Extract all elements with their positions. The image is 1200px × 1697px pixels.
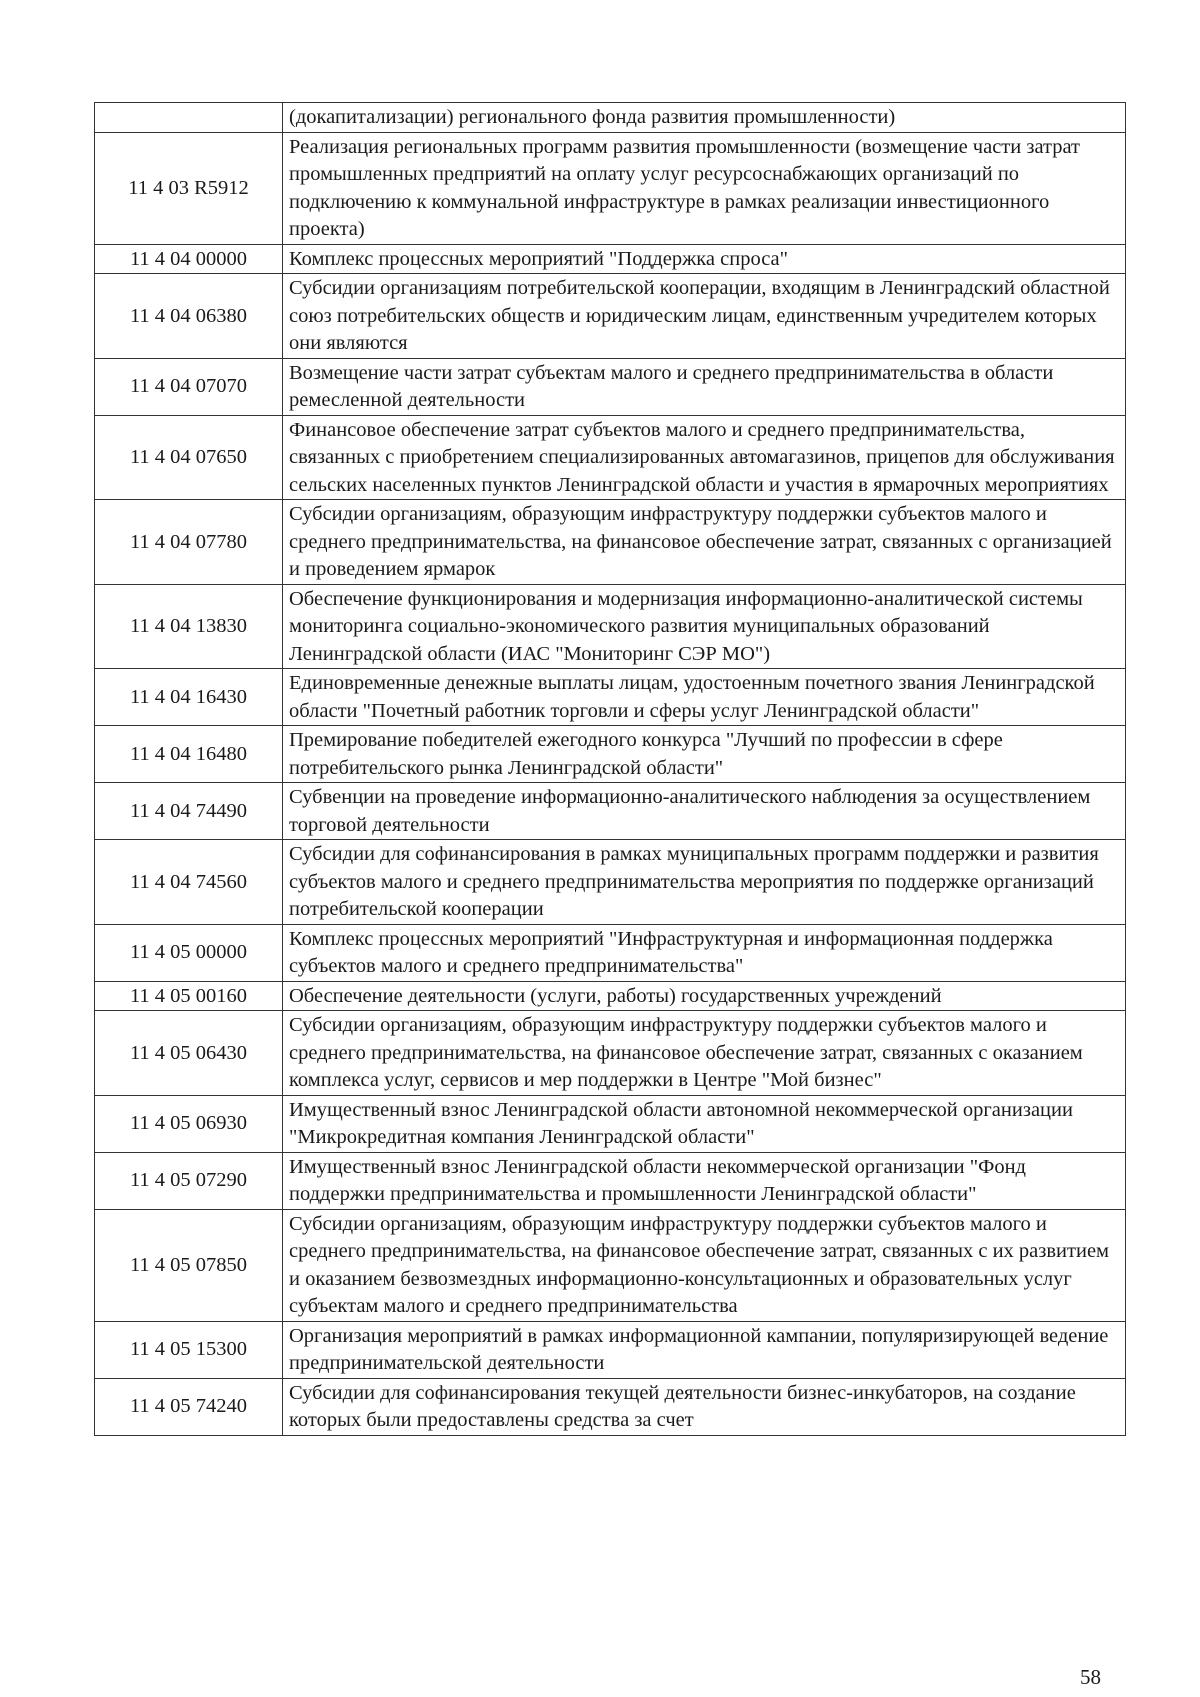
table-row (95, 726, 1126, 783)
code-cell: 11 4 05 00000 (95, 924, 283, 981)
description-cell: Премирование победителей ежегодного конкурса "Лучший по профессии в сфере потребительского рынка Ленинградской области" (283, 726, 1126, 783)
table-row (95, 981, 1126, 1011)
code-cell: 11 4 04 00000 (95, 244, 283, 274)
description-cell: Обеспечение деятельности (услуги, работы) государственных учреждений (283, 981, 1126, 1011)
code-cell: 11 4 04 07070 (95, 358, 283, 415)
budget-codes-table (94, 102, 1126, 1436)
code-cell: 11 4 05 00160 (95, 981, 283, 1011)
table-row (95, 1321, 1126, 1378)
description-cell: Единовременные денежные выплаты лицам, удостоенным почетного звания Ленинградской области "Почетный работник торговли и сферы услуг Ленинградской области" (283, 669, 1126, 726)
description-cell: Имущественный взнос Ленинградской области автономной некоммерческой организации "Микрокредитная компания Ленинградской области" (283, 1095, 1126, 1152)
description-cell: Субсидии для софинансирования текущей деятельности бизнес-инкубаторов, на создание которых были предоставлены средства за счет (283, 1378, 1126, 1435)
code-cell: 11 4 04 16430 (95, 669, 283, 726)
table-row (95, 783, 1126, 840)
code-cell: 11 4 04 07780 (95, 500, 283, 585)
description-cell: Субсидии организациям, образующим инфраструктуру поддержки субъектов малого и среднего предпринимательства, на финансовое обеспечение затрат, связанных с оказанием комплекса услуг, сервисов и мер поддержки в Центре "Мой бизнес" (283, 1011, 1126, 1096)
description-cell: Обеспечение функционирования и модернизация информационно-аналитической системы мониторинга социально-экономического развития муниципальных образований Ленинградской области (ИАС "Мониторинг СЭР МО") (283, 584, 1126, 669)
code-cell: 11 4 05 07850 (95, 1209, 283, 1321)
code-cell: 11 4 05 07290 (95, 1152, 283, 1209)
code-cell: 11 4 04 13830 (95, 584, 283, 669)
code-cell: 11 4 05 74240 (95, 1378, 283, 1435)
code-cell: 11 4 04 06380 (95, 274, 283, 359)
description-cell: Субсидии организациям потребительской кооперации, входящим в Ленинградский областной союз потребительских обществ и юридическим лицам, единственным учредителем которых они являются (283, 274, 1126, 359)
table-row (95, 1011, 1126, 1096)
code-cell (95, 103, 283, 133)
table-row (95, 500, 1126, 585)
table-row (95, 358, 1126, 415)
description-cell: Организация мероприятий в рамках информационной кампании, популяризирующей ведение предпринимательской деятельности (283, 1321, 1126, 1378)
code-cell: 11 4 05 15300 (95, 1321, 283, 1378)
table-body (95, 103, 1126, 1436)
code-cell: 11 4 05 06430 (95, 1011, 283, 1096)
table-row (95, 1209, 1126, 1321)
table-row (95, 924, 1126, 981)
table-row (95, 415, 1126, 500)
table-row (95, 132, 1126, 244)
description-cell: Субсидии для софинансирования в рамках муниципальных программ поддержки и развития субъектов малого и среднего предпринимательства мероприятия по поддержке организаций потребительской кооперации (283, 840, 1126, 925)
page-number: 58 (1080, 1665, 1101, 1689)
code-cell: 11 4 04 74490 (95, 783, 283, 840)
table-row (95, 584, 1126, 669)
table-row (95, 244, 1126, 274)
table-row (95, 103, 1126, 133)
code-cell: 11 4 04 07650 (95, 415, 283, 500)
table-row (95, 840, 1126, 925)
description-cell: Комплекс процессных мероприятий "Поддержка спроса" (283, 244, 1126, 274)
table-row (95, 669, 1126, 726)
description-cell: Возмещение части затрат субъектам малого и среднего предпринимательства в области ремесленной деятельности (283, 358, 1126, 415)
description-cell: Имущественный взнос Ленинградской области некоммерческой организации "Фонд поддержки предпринимательства и промышленности Ленинградской области" (283, 1152, 1126, 1209)
description-cell: (докапитализации) регионального фонда развития промышленности) (283, 103, 1126, 133)
code-cell: 11 4 04 74560 (95, 840, 283, 925)
description-cell: Субвенции на проведение информационно-аналитического наблюдения за осуществлением торговой деятельности (283, 783, 1126, 840)
code-cell: 11 4 05 06930 (95, 1095, 283, 1152)
description-cell: Субсидии организациям, образующим инфраструктуру поддержки субъектов малого и среднего предпринимательства, на финансовое обеспечение затрат, связанных с их развитием и оказанием безвозмездных информационно-консультационных и образовательных услуг субъектам малого и среднего предпринимательства (283, 1209, 1126, 1321)
table-row (95, 1152, 1126, 1209)
description-cell: Финансовое обеспечение затрат субъектов малого и среднего предпринимательства, связанных с приобретением специализированных автомагазинов, прицепов для обслуживания сельских населенных пунктов Ленинградской области и участия в ярмарочных мероприятиях (283, 415, 1126, 500)
table-row (95, 274, 1126, 359)
description-cell: Реализация региональных программ развития промышленности (возмещение части затрат промышленных предприятий на оплату услуг ресурсоснабжающих организаций по подключению к коммунальной инфраструктуре в рамках реализации инвестиционного проекта) (283, 132, 1126, 244)
code-cell: 11 4 04 16480 (95, 726, 283, 783)
table-row (95, 1378, 1126, 1435)
description-cell: Комплекс процессных мероприятий "Инфраструктурная и информационная поддержка субъектов малого и среднего предпринимательства" (283, 924, 1126, 981)
table-row (95, 1095, 1126, 1152)
code-cell: 11 4 03 R5912 (95, 132, 283, 244)
description-cell: Субсидии организациям, образующим инфраструктуру поддержки субъектов малого и среднего предпринимательства, на финансовое обеспечение затрат, связанных с организацией и проведением ярмарок (283, 500, 1126, 585)
